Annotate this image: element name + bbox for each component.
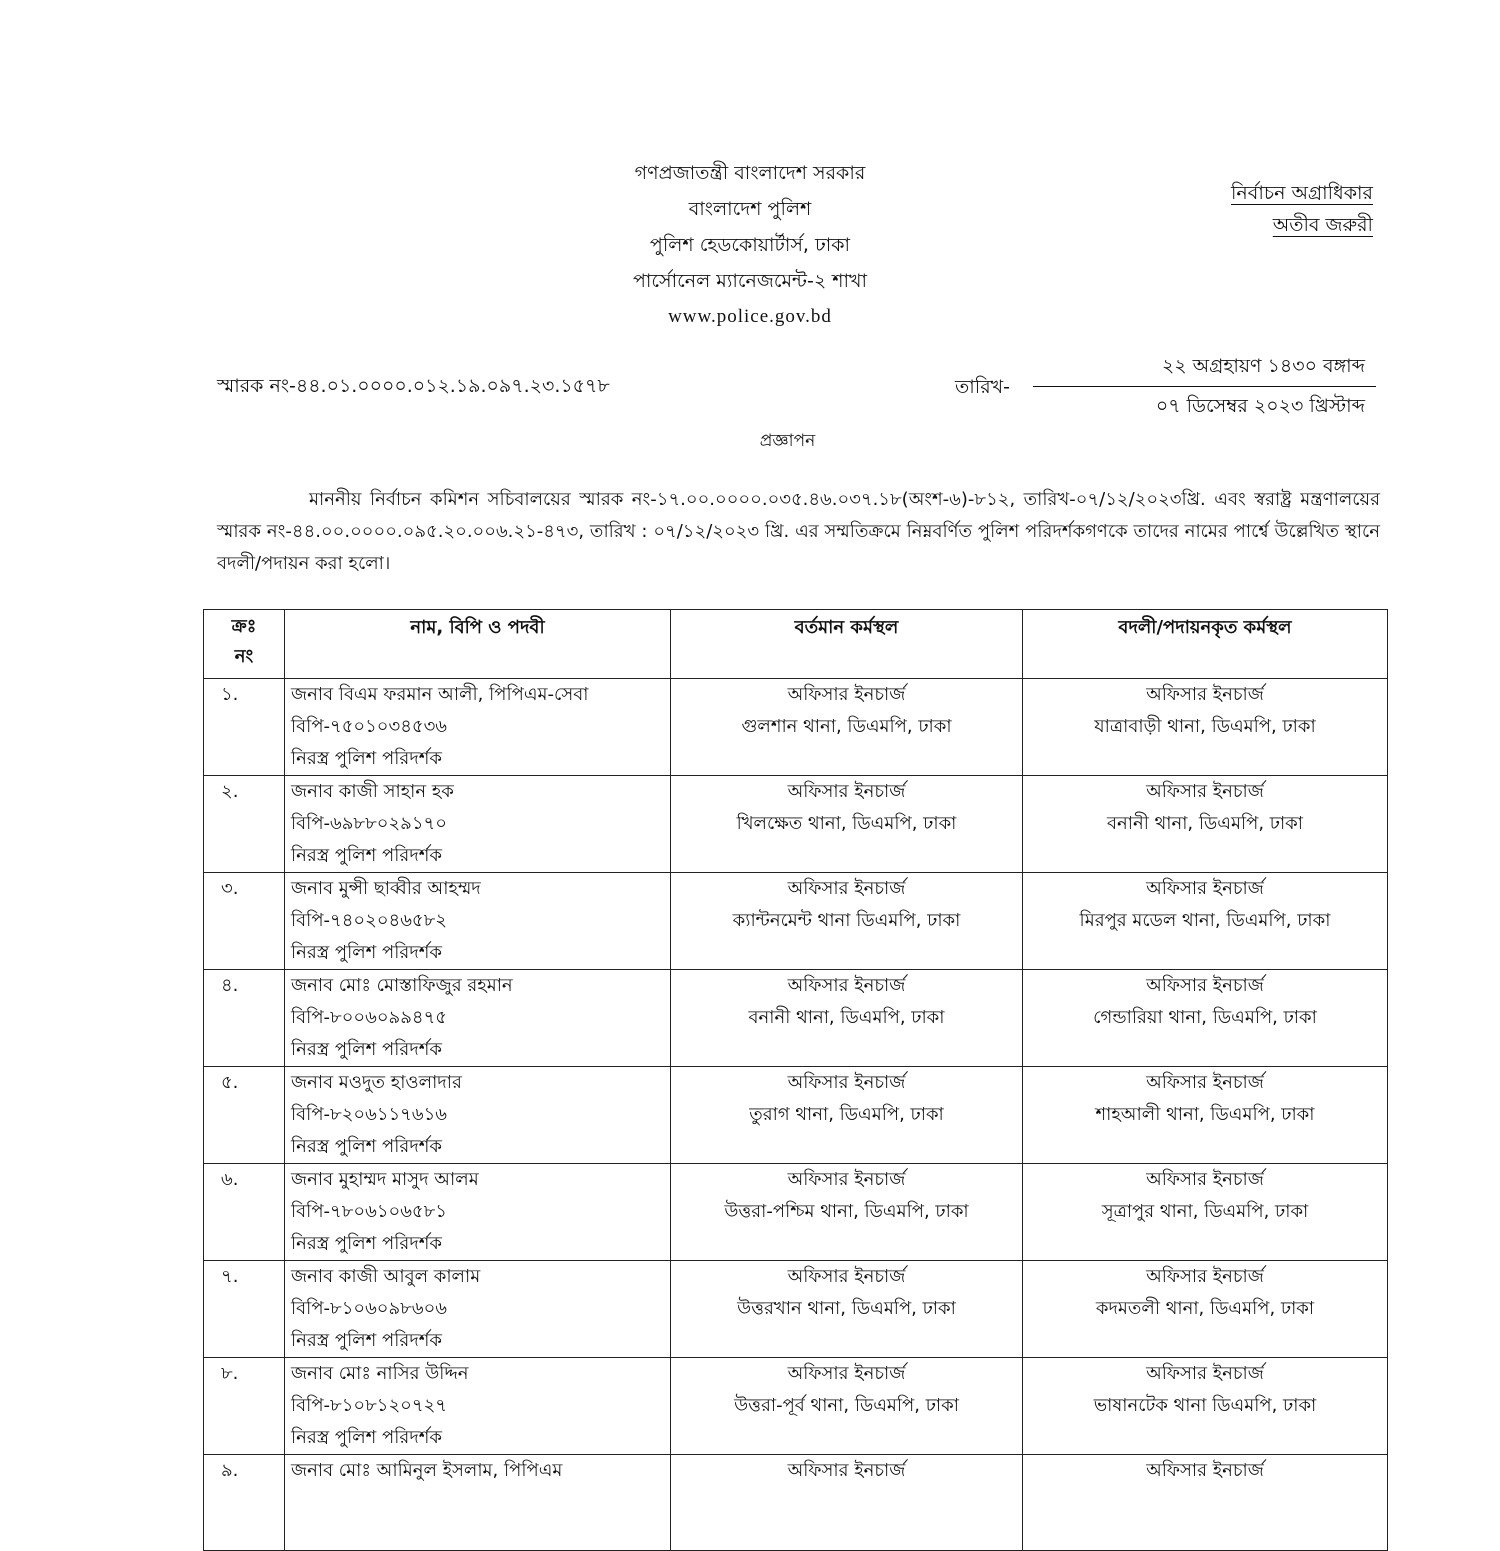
- header-name: নাম, বিপি ও পদবী: [285, 610, 671, 679]
- officer-bp: বিপি-৮২০৬১১৭৬১৬: [291, 1104, 447, 1125]
- officer-bp: বিপি-৭৮০৬১০৬৫৮১: [291, 1201, 447, 1222]
- officer-designation: নিরস্ত্র পুলিশ পরিদর্শক: [291, 1136, 443, 1157]
- new-place: মিরপুর মডেল থানা, ডিএমপি, ঢাকা: [1079, 910, 1331, 931]
- officer-designation: নিরস্ত্র পুলিশ পরিদর্শক: [291, 1427, 443, 1448]
- current-place: বনানী থানা, ডিএমপি, ঢাকা: [748, 1007, 945, 1028]
- row-officer: [285, 1164, 671, 1261]
- table-row: [204, 1067, 1388, 1164]
- row-serial: ৮.: [204, 1358, 285, 1455]
- current-place: তুরাগ থানা, ডিএমপি, ঢাকা: [749, 1104, 944, 1125]
- new-role: অফিসার ইনচার্জ: [1146, 1460, 1264, 1481]
- row-serial: ৫.: [204, 1067, 285, 1164]
- row-officer: [285, 1067, 671, 1164]
- table-row: [204, 1358, 1388, 1455]
- officer-name: জনাব মুন্সী ছাব্বীর আহম্মদ: [291, 878, 481, 899]
- row-new: [1023, 1261, 1388, 1358]
- new-role: অফিসার ইনচার্জ: [1146, 1363, 1264, 1384]
- branch-name: পার্সোনেল ম্যানেজমেন্ট-২ শাখা: [633, 270, 867, 292]
- officer-bp: বিপি-৮০০৬০৯৯৪৭৫: [291, 1007, 447, 1028]
- notice-paragraph: [217, 484, 1380, 580]
- row-serial: ৬.: [204, 1164, 285, 1261]
- officer-designation: নিরস্ত্র পুলিশ পরিদর্শক: [291, 1330, 443, 1351]
- current-place: গুলশান থানা, ডিএমপি, ঢাকা: [741, 716, 952, 737]
- row-officer: [285, 970, 671, 1067]
- officer-name: জনাব মোঃ নাসির উদ্দিন: [291, 1363, 469, 1384]
- officer-designation: নিরস্ত্র পুলিশ পরিদর্শক: [291, 845, 443, 866]
- table-row: [204, 1261, 1388, 1358]
- current-place: ক্যান্টনমেন্ট থানা ডিএমপি, ঢাকা: [732, 910, 961, 931]
- officer-name: জনাব বিএম ফরমান আলী, পিপিএম-সেবা: [291, 684, 589, 705]
- date-bangla: ২২ অগ্রহায়ণ ১৪৩০ বঙ্গাব্দ: [1161, 355, 1365, 377]
- row-new: [1023, 1455, 1388, 1551]
- row-new: [1023, 970, 1388, 1067]
- row-current: [671, 776, 1023, 873]
- row-current: [671, 679, 1023, 776]
- row-current: [671, 1067, 1023, 1164]
- officer-bp: বিপি-৭৫০১০৩৪৫৩৬: [291, 716, 447, 737]
- new-place: ভাষানটেক থানা ডিএমপি, ঢাকা: [1093, 1395, 1317, 1416]
- officer-name: জনাব মওদুত হাওলাদার: [291, 1072, 462, 1093]
- new-place: শাহআলী থানা, ডিএমপি, ঢাকা: [1095, 1104, 1315, 1125]
- officer-name: জনাব কাজী সাহান হক: [291, 781, 454, 802]
- current-role: অফিসার ইনচার্জ: [787, 1072, 906, 1093]
- current-place: উত্তরা-পূর্ব থানা, ডিএমপি, ঢাকা: [734, 1395, 959, 1416]
- table-row: [204, 776, 1388, 873]
- notice-title: প্রজ্ঞাপন: [759, 431, 816, 451]
- row-current: [671, 1358, 1023, 1455]
- current-role: অফিসার ইনচার্জ: [787, 1363, 906, 1384]
- department-name: বাংলাদেশ পুলিশ: [688, 198, 812, 220]
- transfer-table: [203, 609, 1388, 1551]
- officer-name: জনাব মোঃ মোস্তাফিজুর রহমান: [291, 975, 513, 996]
- row-serial: ৯.: [204, 1455, 285, 1551]
- current-place: খিলক্ষেত থানা, ডিএমপি, ঢাকা: [736, 813, 957, 834]
- row-current: [671, 1455, 1023, 1551]
- row-current: [671, 970, 1023, 1067]
- header-serial: [204, 610, 285, 679]
- priority-urgent: অতীব জরুরী: [1272, 214, 1373, 236]
- new-role: অফিসার ইনচার্জ: [1146, 975, 1264, 996]
- new-place: বনানী থানা, ডিএমপি, ঢাকা: [1107, 813, 1303, 834]
- row-officer: [285, 1455, 671, 1551]
- table-row: [204, 679, 1388, 776]
- current-place: উত্তরখান থানা, ডিএমপি, ঢাকা: [737, 1298, 956, 1319]
- row-current: [671, 1164, 1023, 1261]
- table-row: [204, 970, 1388, 1067]
- website-link[interactable]: www.police.gov.bd: [668, 306, 832, 327]
- row-serial: ৭.: [204, 1261, 285, 1358]
- date-label: তারিখ-: [955, 376, 1010, 398]
- officer-bp: বিপি-৮১০৮১২০৭২৭: [291, 1395, 447, 1416]
- officer-bp: বিপি-৬৯৮৮০২৯১৭০: [291, 813, 447, 834]
- row-current: [671, 1261, 1023, 1358]
- current-role: অফিসার ইনচার্জ: [787, 975, 906, 996]
- row-current: [671, 873, 1023, 970]
- row-serial: ৩.: [204, 873, 285, 970]
- header-serial-line1: ক্রঃ: [231, 616, 257, 637]
- current-role: অফিসার ইনচার্জ: [787, 1266, 906, 1287]
- officer-designation: নিরস্ত্র পুলিশ পরিদর্শক: [291, 1039, 443, 1060]
- officer-name: জনাব মুহাম্মদ মাসুদ আলম: [291, 1169, 479, 1190]
- officer-name: জনাব মোঃ আমিনুল ইসলাম, পিপিএম: [291, 1460, 563, 1481]
- row-new: [1023, 1164, 1388, 1261]
- new-place: সূত্রাপুর থানা, ডিএমপি, ঢাকা: [1101, 1201, 1309, 1222]
- row-new: [1023, 776, 1388, 873]
- row-officer: [285, 679, 671, 776]
- row-serial: ২.: [204, 776, 285, 873]
- new-role: অফিসার ইনচার্জ: [1146, 878, 1264, 899]
- new-role: অফিসার ইনচার্জ: [1146, 684, 1264, 705]
- officer-designation: নিরস্ত্র পুলিশ পরিদর্শক: [291, 1233, 443, 1254]
- table-row: [204, 873, 1388, 970]
- new-role: অফিসার ইনচার্জ: [1146, 1266, 1264, 1287]
- current-place: উত্তরা-পশ্চিম থানা, ডিএমপি, ঢাকা: [724, 1201, 969, 1222]
- date-divider: [1033, 386, 1376, 387]
- table-row: [204, 1455, 1388, 1551]
- row-officer: [285, 1261, 671, 1358]
- row-new: [1023, 1358, 1388, 1455]
- current-role: অফিসার ইনচার্জ: [787, 684, 906, 705]
- row-new: [1023, 1067, 1388, 1164]
- row-new: [1023, 679, 1388, 776]
- date-english: ০৭ ডিসেম্বর ২০২৩ খ্রিস্টাব্দ: [1155, 395, 1365, 417]
- officer-bp: বিপি-৭৪০২০৪৬৫৮২: [291, 910, 447, 931]
- new-role: অফিসার ইনচার্জ: [1146, 1169, 1264, 1190]
- row-officer: [285, 776, 671, 873]
- current-role: অফিসার ইনচার্জ: [787, 878, 906, 899]
- table-row: [204, 1164, 1388, 1261]
- notice-paragraph-text: মাননীয় নির্বাচন কমিশন সচিবালয়ের স্মারক নং-১৭.০০.০০০০.০৩৫.৪৬.০৩৭.১৮(অংশ-৬)-৮১২, তারিখ-০৭/১২/২০২৩খ্রি. এবং স্বরাষ্ট্র মন্ত্রণালয়ের স্মারক নং-৪৪.০০.০০০০.০৯৫.২০.০০৬.২১-৪৭৩, তারিখ : ০৭/১২/২০২৩ খ্রি. এর সম্মতিক্রমে নিম্নবর্ণিত পুলিশ পরিদর্শকগণকে তাদের নামের পার্শ্বে উল্লেখিত স্থানে বদলী/পদায়ন করা হলো।: [217, 489, 1380, 574]
- new-role: অফিসার ইনচার্জ: [1146, 1072, 1264, 1093]
- new-place: গেন্ডারিয়া থানা, ডিএমপি, ঢাকা: [1093, 1007, 1317, 1028]
- current-role: অফিসার ইনচার্জ: [787, 1460, 906, 1481]
- row-serial: ৪.: [204, 970, 285, 1067]
- current-role: অফিসার ইনচার্জ: [787, 781, 906, 802]
- row-officer: [285, 1358, 671, 1455]
- govt-name: গণপ্রজাতন্ত্রী বাংলাদেশ সরকার: [634, 162, 866, 184]
- row-new: [1023, 873, 1388, 970]
- row-serial: ১.: [204, 679, 285, 776]
- new-place: যাত্রাবাড়ী থানা, ডিএমপি, ঢাকা: [1094, 716, 1316, 737]
- header-new-workplace: বদলী/পদায়নকৃত কর্মস্থল: [1023, 610, 1388, 679]
- office-name: পুলিশ হেডকোয়ার্টার্স, ঢাকা: [649, 234, 851, 256]
- letterhead: [560, 155, 940, 335]
- officer-bp: বিপি-৮১০৬০৯৮৬০৬: [291, 1298, 447, 1319]
- priority-marks: [1231, 177, 1373, 241]
- header-current-workplace: বর্তমান কর্মস্থল: [671, 610, 1023, 679]
- memo-number: স্মারক নং-৪৪.০১.০০০০.০১২.১৯.০৯৭.২৩.১৫৭৮: [217, 375, 610, 397]
- row-officer: [285, 873, 671, 970]
- current-role: অফিসার ইনচার্জ: [787, 1169, 906, 1190]
- officer-designation: নিরস্ত্র পুলিশ পরিদর্শক: [291, 748, 443, 769]
- new-place: কদমতলী থানা, ডিএমপি, ঢাকা: [1095, 1298, 1315, 1319]
- new-role: অফিসার ইনচার্জ: [1146, 781, 1264, 802]
- header-serial-line2: নং: [234, 646, 254, 667]
- table-header-row: [204, 610, 1388, 679]
- priority-election: নির্বাচন অগ্রাধিকার: [1230, 182, 1373, 204]
- officer-name: জনাব কাজী আবুল কালাম: [291, 1266, 481, 1287]
- officer-designation: নিরস্ত্র পুলিশ পরিদর্শক: [291, 942, 443, 963]
